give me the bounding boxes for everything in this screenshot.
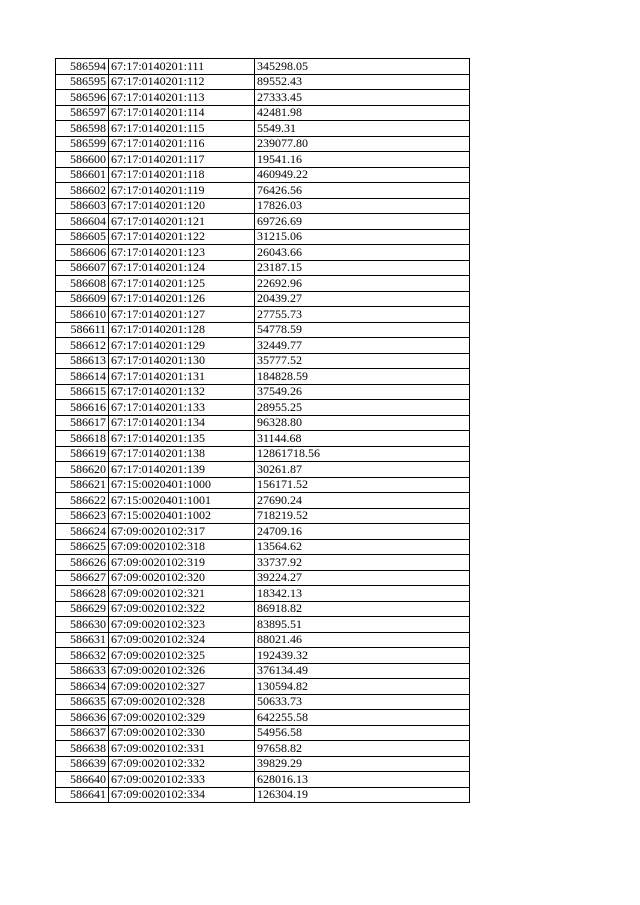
value-cell: 23187.15 bbox=[255, 260, 470, 276]
cadastral-number-cell: 67:17:0140201:125 bbox=[109, 276, 255, 292]
row-number-cell: 586622 bbox=[56, 493, 109, 509]
table-row bbox=[56, 555, 470, 571]
value-cell: 54956.58 bbox=[255, 725, 470, 741]
table-row bbox=[56, 679, 470, 695]
row-number-cell: 586595 bbox=[56, 74, 109, 90]
cadastral-number-cell: 67:15:0020401:1000 bbox=[109, 477, 255, 493]
value-cell: 42481.98 bbox=[255, 105, 470, 121]
cadastral-number-cell: 67:09:0020102:321 bbox=[109, 586, 255, 602]
row-number-cell: 586621 bbox=[56, 477, 109, 493]
table-row bbox=[56, 477, 470, 493]
table-row bbox=[56, 725, 470, 741]
row-number-cell: 586615 bbox=[56, 384, 109, 400]
value-cell: 22692.96 bbox=[255, 276, 470, 292]
cadastral-number-cell: 67:09:0020102:332 bbox=[109, 756, 255, 772]
value-cell: 376134.49 bbox=[255, 663, 470, 679]
value-cell: 76426.56 bbox=[255, 183, 470, 199]
cadastral-number-cell: 67:17:0140201:122 bbox=[109, 229, 255, 245]
row-number-cell: 586637 bbox=[56, 725, 109, 741]
row-number-cell: 586631 bbox=[56, 632, 109, 648]
table-row bbox=[56, 710, 470, 726]
value-cell: 86918.82 bbox=[255, 601, 470, 617]
value-cell: 12861718.56 bbox=[255, 446, 470, 462]
cadastral-number-cell: 67:17:0140201:119 bbox=[109, 183, 255, 199]
value-cell: 24709.16 bbox=[255, 524, 470, 540]
row-number-cell: 586625 bbox=[56, 539, 109, 555]
value-cell: 69726.69 bbox=[255, 214, 470, 230]
row-number-cell: 586610 bbox=[56, 307, 109, 323]
value-cell: 19541.16 bbox=[255, 152, 470, 168]
cadastral-number-cell: 67:09:0020102:326 bbox=[109, 663, 255, 679]
table-row bbox=[56, 291, 470, 307]
cadastral-number-cell: 67:09:0020102:324 bbox=[109, 632, 255, 648]
value-cell: 184828.59 bbox=[255, 369, 470, 385]
cadastral-number-cell: 67:17:0140201:134 bbox=[109, 415, 255, 431]
cadastral-number-cell: 67:17:0140201:113 bbox=[109, 90, 255, 106]
row-number-cell: 586599 bbox=[56, 136, 109, 152]
value-cell: 13564.62 bbox=[255, 539, 470, 555]
value-cell: 33737.92 bbox=[255, 555, 470, 571]
row-number-cell: 586606 bbox=[56, 245, 109, 261]
cadastral-number-cell: 67:09:0020102:330 bbox=[109, 725, 255, 741]
cadastral-number-cell: 67:17:0140201:124 bbox=[109, 260, 255, 276]
cadastral-number-cell: 67:17:0140201:118 bbox=[109, 167, 255, 183]
row-number-cell: 586640 bbox=[56, 772, 109, 788]
row-number-cell: 586632 bbox=[56, 648, 109, 664]
row-number-cell: 586620 bbox=[56, 462, 109, 478]
cadastral-number-cell: 67:17:0140201:111 bbox=[109, 59, 255, 75]
row-number-cell: 586611 bbox=[56, 322, 109, 338]
cadastral-number-cell: 67:17:0140201:132 bbox=[109, 384, 255, 400]
value-cell: 17826.03 bbox=[255, 198, 470, 214]
row-number-cell: 586635 bbox=[56, 694, 109, 710]
row-number-cell: 586627 bbox=[56, 570, 109, 586]
row-number-cell: 586634 bbox=[56, 679, 109, 695]
table-row bbox=[56, 369, 470, 385]
table-row bbox=[56, 601, 470, 617]
row-number-cell: 586604 bbox=[56, 214, 109, 230]
row-number-cell: 586607 bbox=[56, 260, 109, 276]
row-number-cell: 586596 bbox=[56, 90, 109, 106]
row-number-cell: 586639 bbox=[56, 756, 109, 772]
table-row bbox=[56, 136, 470, 152]
value-cell: 32449.77 bbox=[255, 338, 470, 354]
value-cell: 27333.45 bbox=[255, 90, 470, 106]
table-row bbox=[56, 462, 470, 478]
table-row bbox=[56, 276, 470, 292]
value-cell: 83895.51 bbox=[255, 617, 470, 633]
table-row bbox=[56, 756, 470, 772]
table-row bbox=[56, 415, 470, 431]
row-number-cell: 586626 bbox=[56, 555, 109, 571]
row-number-cell: 586614 bbox=[56, 369, 109, 385]
table-row bbox=[56, 493, 470, 509]
row-number-cell: 586598 bbox=[56, 121, 109, 137]
table-row bbox=[56, 446, 470, 462]
row-number-cell: 586628 bbox=[56, 586, 109, 602]
cadastral-number-cell: 67:17:0140201:115 bbox=[109, 121, 255, 137]
cadastral-number-cell: 67:17:0140201:131 bbox=[109, 369, 255, 385]
value-cell: 20439.27 bbox=[255, 291, 470, 307]
cadastral-number-cell: 67:09:0020102:327 bbox=[109, 679, 255, 695]
cadastral-number-cell: 67:09:0020102:329 bbox=[109, 710, 255, 726]
cadastral-number-cell: 67:17:0140201:133 bbox=[109, 400, 255, 416]
table-row bbox=[56, 183, 470, 199]
row-number-cell: 586609 bbox=[56, 291, 109, 307]
value-cell: 96328.80 bbox=[255, 415, 470, 431]
table-row bbox=[56, 353, 470, 369]
cadastral-number-cell: 67:17:0140201:129 bbox=[109, 338, 255, 354]
cadastral-number-cell: 67:15:0020401:1001 bbox=[109, 493, 255, 509]
table-body bbox=[56, 59, 470, 803]
table-row bbox=[56, 121, 470, 137]
value-cell: 31215.06 bbox=[255, 229, 470, 245]
table-row bbox=[56, 338, 470, 354]
cadastral-number-cell: 67:17:0140201:126 bbox=[109, 291, 255, 307]
value-cell: 156171.52 bbox=[255, 477, 470, 493]
table-row bbox=[56, 260, 470, 276]
table-row bbox=[56, 632, 470, 648]
value-cell: 27690.24 bbox=[255, 493, 470, 509]
value-cell: 628016.13 bbox=[255, 772, 470, 788]
value-cell: 30261.87 bbox=[255, 462, 470, 478]
table-row bbox=[56, 245, 470, 261]
row-number-cell: 586597 bbox=[56, 105, 109, 121]
cadastral-number-cell: 67:17:0140201:138 bbox=[109, 446, 255, 462]
row-number-cell: 586616 bbox=[56, 400, 109, 416]
table-row bbox=[56, 229, 470, 245]
row-number-cell: 586613 bbox=[56, 353, 109, 369]
cadastral-number-cell: 67:09:0020102:334 bbox=[109, 787, 255, 803]
cadastral-value-table bbox=[55, 58, 470, 803]
value-cell: 130594.82 bbox=[255, 679, 470, 695]
value-cell: 718219.52 bbox=[255, 508, 470, 524]
value-cell: 239077.80 bbox=[255, 136, 470, 152]
table-row bbox=[56, 663, 470, 679]
table-row bbox=[56, 586, 470, 602]
value-cell: 54778.59 bbox=[255, 322, 470, 338]
row-number-cell: 586641 bbox=[56, 787, 109, 803]
row-number-cell: 586594 bbox=[56, 59, 109, 75]
table-row bbox=[56, 648, 470, 664]
value-cell: 5549.31 bbox=[255, 121, 470, 137]
table-row bbox=[56, 384, 470, 400]
row-number-cell: 586603 bbox=[56, 198, 109, 214]
table-row bbox=[56, 400, 470, 416]
row-number-cell: 586633 bbox=[56, 663, 109, 679]
cadastral-number-cell: 67:09:0020102:317 bbox=[109, 524, 255, 540]
row-number-cell: 586619 bbox=[56, 446, 109, 462]
value-cell: 39224.27 bbox=[255, 570, 470, 586]
row-number-cell: 586600 bbox=[56, 152, 109, 168]
row-number-cell: 586630 bbox=[56, 617, 109, 633]
table-row bbox=[56, 694, 470, 710]
value-cell: 31144.68 bbox=[255, 431, 470, 447]
cadastral-number-cell: 67:09:0020102:328 bbox=[109, 694, 255, 710]
table-row bbox=[56, 431, 470, 447]
cadastral-number-cell: 67:17:0140201:121 bbox=[109, 214, 255, 230]
cadastral-number-cell: 67:17:0140201:123 bbox=[109, 245, 255, 261]
value-cell: 28955.25 bbox=[255, 400, 470, 416]
cadastral-number-cell: 67:09:0020102:320 bbox=[109, 570, 255, 586]
cadastral-number-cell: 67:09:0020102:331 bbox=[109, 741, 255, 757]
table-row bbox=[56, 617, 470, 633]
cadastral-number-cell: 67:17:0140201:114 bbox=[109, 105, 255, 121]
table-row bbox=[56, 322, 470, 338]
cadastral-number-cell: 67:09:0020102:325 bbox=[109, 648, 255, 664]
value-cell: 192439.32 bbox=[255, 648, 470, 664]
table-row bbox=[56, 214, 470, 230]
cadastral-number-cell: 67:09:0020102:333 bbox=[109, 772, 255, 788]
row-number-cell: 586638 bbox=[56, 741, 109, 757]
value-cell: 345298.05 bbox=[255, 59, 470, 75]
value-cell: 18342.13 bbox=[255, 586, 470, 602]
table-row bbox=[56, 167, 470, 183]
table-row bbox=[56, 570, 470, 586]
cadastral-number-cell: 67:15:0020401:1002 bbox=[109, 508, 255, 524]
value-cell: 89552.43 bbox=[255, 74, 470, 90]
table-row bbox=[56, 105, 470, 121]
row-number-cell: 586605 bbox=[56, 229, 109, 245]
row-number-cell: 586608 bbox=[56, 276, 109, 292]
table-row bbox=[56, 152, 470, 168]
table-row bbox=[56, 741, 470, 757]
cadastral-number-cell: 67:09:0020102:323 bbox=[109, 617, 255, 633]
value-cell: 460949.22 bbox=[255, 167, 470, 183]
cadastral-number-cell: 67:17:0140201:130 bbox=[109, 353, 255, 369]
row-number-cell: 586612 bbox=[56, 338, 109, 354]
row-number-cell: 586601 bbox=[56, 167, 109, 183]
row-number-cell: 586618 bbox=[56, 431, 109, 447]
row-number-cell: 586602 bbox=[56, 183, 109, 199]
value-cell: 642255.58 bbox=[255, 710, 470, 726]
value-cell: 39829.29 bbox=[255, 756, 470, 772]
row-number-cell: 586623 bbox=[56, 508, 109, 524]
cadastral-number-cell: 67:09:0020102:322 bbox=[109, 601, 255, 617]
cadastral-number-cell: 67:17:0140201:112 bbox=[109, 74, 255, 90]
table-row bbox=[56, 198, 470, 214]
table-row bbox=[56, 307, 470, 323]
table-row bbox=[56, 787, 470, 803]
cadastral-number-cell: 67:17:0140201:139 bbox=[109, 462, 255, 478]
value-cell: 97658.82 bbox=[255, 741, 470, 757]
table-row bbox=[56, 90, 470, 106]
cadastral-number-cell: 67:17:0140201:135 bbox=[109, 431, 255, 447]
value-cell: 35777.52 bbox=[255, 353, 470, 369]
cadastral-number-cell: 67:17:0140201:120 bbox=[109, 198, 255, 214]
cadastral-number-cell: 67:17:0140201:116 bbox=[109, 136, 255, 152]
row-number-cell: 586636 bbox=[56, 710, 109, 726]
value-cell: 88021.46 bbox=[255, 632, 470, 648]
cadastral-number-cell: 67:17:0140201:127 bbox=[109, 307, 255, 323]
table-row bbox=[56, 524, 470, 540]
row-number-cell: 586617 bbox=[56, 415, 109, 431]
value-cell: 50633.73 bbox=[255, 694, 470, 710]
table-row bbox=[56, 59, 470, 75]
value-cell: 27755.73 bbox=[255, 307, 470, 323]
value-cell: 26043.66 bbox=[255, 245, 470, 261]
row-number-cell: 586629 bbox=[56, 601, 109, 617]
table-row bbox=[56, 539, 470, 555]
cadastral-number-cell: 67:09:0020102:319 bbox=[109, 555, 255, 571]
cadastral-number-cell: 67:09:0020102:318 bbox=[109, 539, 255, 555]
cadastral-number-cell: 67:17:0140201:128 bbox=[109, 322, 255, 338]
table-row bbox=[56, 508, 470, 524]
row-number-cell: 586624 bbox=[56, 524, 109, 540]
table-row bbox=[56, 772, 470, 788]
table-row bbox=[56, 74, 470, 90]
cadastral-number-cell: 67:17:0140201:117 bbox=[109, 152, 255, 168]
value-cell: 126304.19 bbox=[255, 787, 470, 803]
value-cell: 37549.26 bbox=[255, 384, 470, 400]
